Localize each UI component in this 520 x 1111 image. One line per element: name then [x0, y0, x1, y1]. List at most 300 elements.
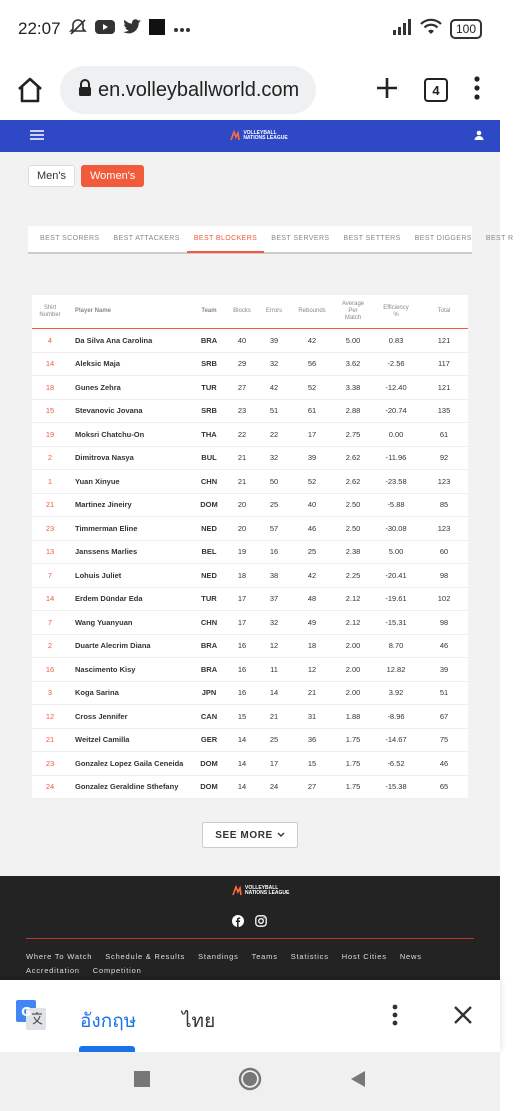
cell-shirt-number: 2 [47, 641, 53, 651]
cell-blocks: 14 [237, 782, 247, 792]
blockers-table [32, 295, 468, 799]
hamburger-icon [30, 130, 44, 140]
cell-total: 65 [439, 782, 449, 792]
cell-average: 2.25 [345, 570, 361, 580]
cell-shirt-number: 1 [47, 476, 53, 486]
cell-team: BRA [200, 335, 218, 345]
new-tab-button[interactable] [376, 77, 398, 104]
cell-efficiency: -14.67 [385, 735, 407, 745]
cell-average: 5.00 [345, 335, 361, 345]
vnl-logo[interactable] [230, 131, 287, 141]
header-player-name[interactable]: Player Name [75, 308, 112, 314]
cell-team: BRA [200, 664, 218, 674]
cell-average: 2.00 [345, 641, 361, 651]
cell-errors: 14 [269, 688, 279, 698]
cell-player-name[interactable]: Wang Yuanyuan [75, 617, 133, 627]
cell-player-name[interactable]: Yuan Xinyue [75, 476, 120, 486]
table-row[interactable] [32, 423, 468, 447]
cell-total: 135 [437, 406, 451, 416]
cell-team: CHN [200, 617, 218, 627]
header-avg-line2: Per [348, 308, 358, 314]
tab-best-servers[interactable]: BEST SERVERS [271, 235, 330, 242]
cell-player-name[interactable]: Da Silva Ana Carolina [75, 335, 153, 345]
cell-shirt-number: 7 [47, 617, 53, 627]
battery-icon: 100 [450, 19, 482, 39]
cell-rebounds: 12 [307, 664, 317, 674]
footer-link-news[interactable]: News [399, 952, 422, 961]
cell-blocks: 17 [237, 594, 247, 604]
cell-team: CHN [200, 476, 218, 486]
header-errors[interactable]: Errors [265, 308, 283, 314]
social-links [232, 914, 267, 932]
cell-average: 2.62 [345, 476, 361, 486]
cell-player-name[interactable]: Cross Jennifer [75, 711, 128, 721]
table-row[interactable] [32, 564, 468, 588]
cell-average: 2.50 [345, 500, 361, 510]
cell-shirt-number: 14 [45, 594, 55, 604]
more-notifications-icon [173, 20, 191, 38]
cell-total: 67 [439, 711, 449, 721]
gender-tabs [28, 165, 144, 187]
cell-average: 2.75 [345, 429, 361, 439]
cell-shirt-number: 12 [45, 711, 55, 721]
cell-team: DOM [200, 782, 218, 792]
close-icon [452, 1004, 474, 1026]
translate-source-language[interactable]: อังกฤษ [80, 1011, 137, 1032]
cell-rebounds: 49 [307, 617, 317, 627]
cell-average: 2.38 [345, 547, 361, 557]
cell-efficiency: 3.92 [388, 688, 404, 698]
mute-icon [69, 18, 87, 41]
cell-errors: 38 [269, 570, 279, 580]
tab-best-diggers[interactable]: BEST DIGGERS [414, 235, 472, 242]
cell-team: BRA [200, 641, 218, 651]
cell-errors: 42 [269, 382, 279, 392]
recents-button[interactable] [134, 1071, 150, 1092]
cell-total: 92 [439, 453, 449, 463]
cell-efficiency: 8.70 [388, 641, 404, 651]
cell-efficiency: -2.56 [387, 359, 405, 369]
cell-rebounds: 52 [307, 382, 317, 392]
cell-rebounds: 40 [307, 500, 317, 510]
cell-errors: 16 [269, 547, 279, 557]
vnl-logo-mark-icon [232, 886, 242, 896]
cell-errors: 50 [269, 476, 279, 486]
hamburger-menu-button[interactable] [30, 127, 44, 145]
home-button[interactable] [14, 74, 46, 106]
cell-total: 75 [439, 735, 449, 745]
cell-efficiency: -19.61 [385, 594, 407, 604]
cell-errors: 25 [269, 735, 279, 745]
footer-link-standings[interactable]: Standings [198, 952, 239, 961]
cell-errors: 51 [269, 406, 279, 416]
twitter-icon [123, 19, 141, 39]
cell-errors: 11 [270, 664, 278, 674]
table-row[interactable] [32, 682, 468, 706]
cell-shirt-number: 13 [45, 547, 55, 557]
site-footer [0, 876, 500, 980]
tab-best-receivers[interactable]: BEST R [485, 235, 514, 242]
cell-rebounds: 15 [307, 758, 317, 768]
system-nav-bar [0, 1052, 500, 1111]
cell-rebounds: 52 [307, 476, 317, 486]
kebab-menu-icon [392, 1004, 398, 1026]
table-body [32, 329, 468, 799]
cell-rebounds: 56 [307, 359, 317, 369]
cell-shirt-number: 2 [47, 453, 53, 463]
cell-efficiency: -6.52 [387, 758, 405, 768]
header-avg-line1: Average [341, 301, 365, 307]
footer-link-where-to-watch[interactable]: Where To Watch [26, 952, 93, 961]
cell-player-name[interactable]: Moksri Chatchu-On [75, 429, 145, 439]
header-shirt-number-line1: Shirt [43, 304, 57, 311]
cell-rebounds: 18 [307, 641, 317, 651]
cell-efficiency: 0.83 [388, 335, 404, 345]
cell-team: CAN [200, 711, 218, 721]
cell-errors: 24 [269, 782, 279, 792]
user-icon [474, 130, 484, 140]
footer-logo-line-2: NATIONS LEAGUE [245, 890, 290, 896]
cell-efficiency: -30.08 [385, 523, 407, 533]
cell-efficiency: -20.74 [385, 406, 407, 416]
cell-efficiency: -15.38 [385, 782, 407, 792]
cell-blocks: 23 [237, 406, 247, 416]
cell-total: 39 [439, 664, 449, 674]
table-row[interactable] [32, 611, 468, 635]
cell-total: 121 [437, 335, 451, 345]
home-nav-button[interactable] [238, 1067, 262, 1096]
footer-logo-line-1: VOLLEYBALL [245, 885, 279, 891]
cell-efficiency: -23.58 [385, 476, 407, 486]
cell-rebounds: 21 [307, 688, 317, 698]
svg-text:G: G [21, 1005, 31, 1019]
cell-total: 102 [437, 594, 451, 604]
table-row[interactable] [32, 658, 468, 682]
cell-efficiency: 0.00 [388, 429, 404, 439]
circle-icon [238, 1067, 262, 1091]
cell-team: JPN [201, 688, 217, 698]
cell-total: 60 [439, 547, 449, 557]
header-shirt-number-line2: Number [39, 311, 61, 318]
square-icon [134, 1071, 150, 1087]
table-row[interactable] [32, 729, 468, 753]
cell-shirt-number: 14 [45, 359, 55, 369]
cell-total: 117 [438, 359, 450, 369]
cell-errors: 32 [269, 617, 279, 627]
header-average-per-match[interactable] [334, 301, 372, 322]
cell-player-name[interactable]: Nascimento Kisy [75, 664, 136, 674]
cell-player-name[interactable]: Erdem Dündar Eda [75, 594, 143, 604]
cell-rebounds: 17 [307, 429, 317, 439]
cell-blocks: 22 [237, 429, 247, 439]
cell-errors: 32 [269, 453, 279, 463]
signal-icon [392, 19, 412, 40]
footer-divider [26, 938, 474, 939]
cell-player-name[interactable]: Timmerman Eline [75, 523, 138, 533]
home-icon [16, 76, 44, 104]
table-row[interactable] [32, 635, 468, 659]
cell-player-name[interactable]: Stevanovic Jovana [75, 406, 143, 416]
youtube-icon [95, 20, 115, 39]
facebook-link[interactable] [232, 914, 244, 932]
cell-efficiency: -11.96 [385, 453, 407, 463]
cell-team: DOM [200, 500, 218, 510]
cell-shirt-number: 21 [45, 735, 55, 745]
cell-team: SRB [201, 406, 217, 416]
cell-team: TUR [201, 594, 217, 604]
table-row[interactable] [32, 517, 468, 541]
table-row[interactable] [32, 752, 468, 776]
cell-blocks: 17 [237, 617, 247, 627]
tab-best-blockers[interactable]: BEST BLOCKERS [187, 225, 264, 253]
cell-rebounds: 31 [307, 711, 317, 721]
cell-blocks: 21 [237, 476, 247, 486]
kebab-menu-icon [474, 76, 480, 100]
header-eff-line1: Efficiency [383, 304, 409, 311]
header-rebounds[interactable]: Rebounds [298, 308, 326, 314]
footer-vnl-logo[interactable] [232, 886, 289, 896]
header-avg-line3: Match [344, 315, 362, 321]
plus-icon [376, 77, 398, 99]
cell-average: 1.75 [345, 758, 361, 768]
cell-blocks: 40 [237, 335, 247, 345]
cell-player-name[interactable]: Gunes Zehra [75, 382, 121, 392]
footer-link-competition[interactable]: Competition [92, 966, 142, 975]
table-row[interactable] [32, 400, 468, 424]
cell-average: 2.50 [345, 523, 361, 533]
site-header [0, 120, 500, 152]
cell-blocks: 16 [237, 641, 247, 651]
app-icon [149, 19, 165, 40]
browser-toolbar [0, 58, 500, 122]
footer-link-statistics[interactable]: Statistics [290, 952, 329, 961]
cell-average: 3.62 [345, 359, 361, 369]
header-total[interactable]: Total [437, 308, 451, 314]
translate-options-button[interactable] [392, 1004, 398, 1031]
footer-link-teams[interactable]: Teams [251, 952, 278, 961]
account-button[interactable] [474, 127, 484, 145]
cell-errors: 17 [269, 758, 279, 768]
footer-link-host-cities[interactable]: Host Cities [341, 952, 387, 961]
instagram-icon [255, 915, 267, 927]
translate-close-button[interactable] [452, 1004, 474, 1031]
stat-category-tabs [28, 226, 514, 254]
footer-nav [26, 952, 476, 975]
cell-shirt-number: 7 [47, 570, 53, 580]
cell-player-name[interactable]: Martinez Jineiry [75, 500, 132, 510]
header-efficiency[interactable] [372, 305, 420, 319]
cell-team: SRB [201, 359, 217, 369]
table-header [32, 295, 468, 329]
cell-average: 1.75 [345, 735, 361, 745]
table-row[interactable] [32, 776, 468, 800]
table-row[interactable] [32, 705, 468, 729]
chevron-down-icon [277, 832, 285, 838]
tab-best-setters[interactable]: BEST SETTERS [343, 235, 401, 242]
cell-blocks: 20 [237, 523, 247, 533]
cell-rebounds: 39 [307, 453, 317, 463]
logo-line-1: VOLLEYBALL [243, 130, 277, 136]
cell-total: 98 [439, 570, 449, 580]
logo-line-2: NATIONS LEAGUE [243, 135, 288, 141]
cell-shirt-number: 18 [45, 382, 55, 392]
cell-blocks: 20 [237, 500, 247, 510]
cell-team: BEL [201, 547, 217, 557]
cell-efficiency: -12.40 [385, 382, 407, 392]
cell-average: 2.12 [345, 594, 361, 604]
cell-total: 123 [437, 523, 451, 533]
cell-blocks: 19 [237, 547, 247, 557]
cell-shirt-number: 15 [45, 406, 55, 416]
cell-rebounds: 46 [307, 523, 317, 533]
cell-rebounds: 27 [307, 782, 317, 792]
cell-average: 2.00 [345, 688, 361, 698]
cell-total: 98 [439, 617, 449, 627]
cell-errors: 25 [269, 500, 279, 510]
cell-average: 2.00 [345, 664, 361, 674]
footer-link-accreditation[interactable]: Accreditation [26, 966, 80, 975]
cell-rebounds: 61 [307, 406, 317, 416]
facebook-icon [232, 915, 244, 927]
translate-bar [0, 980, 500, 1052]
cell-player-name[interactable]: Gonzalez Geraldine Sthefany [75, 782, 179, 792]
cell-efficiency: -5.88 [387, 500, 405, 510]
cell-shirt-number: 23 [45, 758, 55, 768]
back-button[interactable] [350, 1070, 366, 1093]
cell-rebounds: 48 [307, 594, 317, 604]
cell-shirt-number: 16 [45, 664, 55, 674]
cell-team: NED [201, 523, 217, 533]
cell-total: 46 [439, 758, 449, 768]
table-row[interactable] [32, 541, 468, 565]
status-bar [0, 0, 500, 58]
cell-blocks: 16 [237, 688, 247, 698]
table-row[interactable] [32, 329, 468, 353]
cell-shirt-number: 21 [45, 500, 55, 510]
cell-errors: 37 [269, 594, 279, 604]
cell-errors: 21 [269, 711, 279, 721]
cell-total: 51 [439, 688, 449, 698]
url-text[interactable]: en.volleyballworld.com [98, 78, 300, 101]
cell-player-name[interactable]: Duarte Alecrim Diana [75, 641, 151, 651]
cell-efficiency: -20.41 [385, 570, 407, 580]
cell-player-name[interactable]: Gonzalez Lopez Gaila Ceneida [75, 758, 184, 768]
cell-player-name[interactable]: Aleksic Maja [75, 359, 121, 369]
wifi-icon [420, 19, 442, 40]
cell-rebounds: 25 [307, 547, 317, 557]
table-row[interactable] [32, 494, 468, 518]
cell-shirt-number: 19 [45, 429, 55, 439]
cell-team: BUL [201, 453, 217, 463]
cell-shirt-number: 23 [45, 523, 55, 533]
vnl-logo-mark-icon [230, 131, 240, 141]
header-blocks[interactable]: Blocks [233, 308, 251, 314]
cell-rebounds: 36 [307, 735, 317, 745]
cell-errors: 22 [269, 429, 279, 439]
address-bar[interactable] [60, 66, 316, 114]
cell-blocks: 15 [237, 711, 247, 721]
cell-errors: 12 [269, 641, 279, 651]
browser-menu-button[interactable] [474, 76, 480, 105]
cell-average: 2.12 [345, 617, 361, 627]
cell-efficiency: -15.31 [385, 617, 407, 627]
cell-player-name[interactable]: Lohuis Juliet [75, 570, 122, 580]
cell-team: NED [201, 570, 217, 580]
cell-blocks: 14 [237, 758, 247, 768]
cell-errors: 57 [269, 523, 279, 533]
cell-player-name[interactable]: Koga Sarina [75, 688, 119, 698]
google-translate-icon [16, 1000, 46, 1030]
cell-rebounds: 42 [307, 335, 317, 345]
tab-switcher-button[interactable]: 4 [424, 78, 448, 102]
cell-errors: 32 [269, 359, 279, 369]
cell-shirt-number: 24 [45, 782, 55, 792]
cell-average: 2.88 [345, 406, 361, 416]
cell-total: 121 [437, 382, 451, 392]
cell-blocks: 18 [237, 570, 247, 580]
stats-page [0, 152, 514, 876]
header-shirt-number[interactable] [32, 305, 68, 319]
see-more-label: SEE MORE [215, 829, 273, 841]
cell-total: 46 [439, 641, 449, 651]
cell-blocks: 14 [237, 735, 247, 745]
cell-shirt-number: 3 [47, 688, 53, 698]
footer-link-schedule-results[interactable]: Schedule & Results [105, 952, 186, 961]
instagram-link[interactable] [255, 914, 267, 932]
cell-blocks: 27 [237, 382, 247, 392]
status-time: 22:07 [18, 19, 61, 38]
cell-team: THA [201, 429, 217, 439]
cell-blocks: 21 [237, 453, 247, 463]
translate-target-language[interactable]: ไทย [182, 1011, 216, 1032]
cell-efficiency: -8.96 [387, 711, 405, 721]
cell-team: GER [200, 735, 218, 745]
lock-icon [78, 79, 92, 102]
cell-average: 1.75 [345, 782, 361, 792]
cell-efficiency: 12.82 [386, 664, 406, 674]
cell-total: 85 [439, 500, 449, 510]
cell-player-name[interactable]: Dimitrova Nasya [75, 453, 134, 463]
cell-average: 2.62 [345, 453, 361, 463]
cell-blocks: 29 [237, 359, 247, 369]
cell-player-name[interactable]: Weitzel Camilla [75, 735, 130, 745]
table-row[interactable] [32, 588, 468, 612]
table-row[interactable] [32, 470, 468, 494]
see-more-button[interactable] [202, 822, 298, 848]
tab-mens[interactable]: Men's [28, 165, 75, 187]
header-team[interactable]: Team [201, 308, 217, 314]
table-row[interactable] [32, 353, 468, 377]
cell-rebounds: 42 [307, 570, 317, 580]
cell-total: 61 [439, 429, 449, 439]
header-eff-line2: % [393, 311, 399, 318]
cell-total: 123 [437, 476, 451, 486]
cell-errors: 39 [269, 335, 279, 345]
cell-team: TUR [201, 382, 217, 392]
tab-womens[interactable]: Women's [81, 165, 144, 187]
cell-player-name[interactable]: Janssens Marlies [75, 547, 138, 557]
tab-best-attackers[interactable]: BEST ATTACKERS [113, 235, 180, 242]
cell-shirt-number: 4 [47, 335, 53, 345]
tab-best-scorers[interactable]: BEST SCORERS [40, 235, 100, 242]
cell-average: 1.88 [345, 711, 361, 721]
cell-efficiency: 5.00 [388, 547, 404, 557]
cell-blocks: 16 [237, 664, 247, 674]
cell-team: DOM [200, 758, 218, 768]
table-row[interactable] [32, 376, 468, 400]
table-row[interactable] [32, 447, 468, 471]
triangle-back-icon [350, 1070, 366, 1088]
